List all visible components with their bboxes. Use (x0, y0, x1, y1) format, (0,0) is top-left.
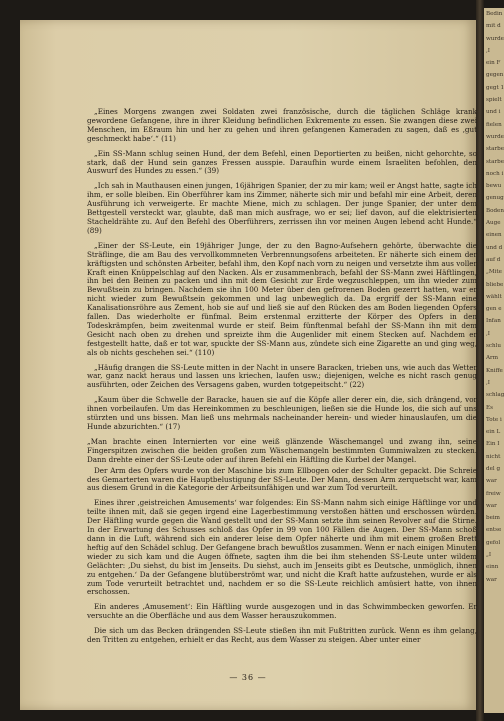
next-page-fragment: Es (486, 404, 493, 411)
next-page-fragment: „I (486, 552, 492, 559)
next-page-fragment: Tote i (486, 416, 502, 423)
next-page-fragment: gen e (486, 306, 502, 313)
next-page-fragment: genug (486, 195, 504, 202)
next-page-fragment: bliebe (486, 281, 504, 288)
next-page-fragment: starbe (486, 158, 504, 165)
next-page-fragment: und d (486, 244, 503, 251)
next-page-fragment: gegen (486, 72, 504, 79)
next-page-fragment: war (486, 478, 497, 485)
page-number: — 36 — (229, 673, 267, 682)
paragraph: „Kaum über die Schwelle der Baracke, hauen sie auf die Köpfe aller derer ein, die, sich drängend, vor ihnen vorbeilaufen. Um das Hereinkommen zu beschleunigen, ließen sie die Hunde los, die sich auf uns stürzten und uns bissen. Man ließ uns mehrmals nacheinander herein- und wieder hinauslaufen, um die Hunde abzurichten.“ (17) (87, 395, 477, 431)
next-page-fragment: wählt (486, 293, 502, 300)
next-page-fragment: del g (486, 465, 501, 472)
next-page-fragment: freiw (486, 490, 501, 497)
next-page-fragment: ,I (486, 379, 490, 386)
next-page-fragment: Bedin (486, 11, 503, 17)
paragraph: „Man brachte einen Internierten vor eine weiß glänzende Wäschemangel und zwang ihn, seine Fingerspitzen zwischen die beiden großen zum Wäschemangeln bestimmten Gummiwalzen zu stecken. Dann drehte einer der SS-Leute oder auf ihren Befehl ein Häftling die Kurbel der Mangel. (87, 436, 477, 464)
next-page-fragment: gegt 1 (486, 84, 504, 91)
next-page-fragment: Kniffe (486, 367, 503, 374)
next-page-fragment: noch i (486, 170, 504, 177)
next-page-fragment: Infan (486, 318, 501, 325)
next-page-fragment: und i (486, 109, 501, 116)
next-page-fragment: schlag (486, 392, 504, 399)
next-page-fragment: Auge (486, 220, 501, 227)
next-page-fragment: Arm (486, 355, 499, 362)
next-page-fragment: mit d (486, 23, 501, 30)
page-body-text (87, 108, 477, 651)
next-page-fragment: gefol (486, 539, 501, 546)
next-page-fragment: Boden (486, 207, 504, 214)
paragraph: „Häufig drangen die SS-Leute mitten in der Nacht in unsere Baracken, trieben uns, wie auch das Wetter war, ganz nackt heraus und lassen uns kriechen, laufen usw.; diejenigen, welche es nicht rasch genug ausführten, oder Zeichen des Versagens gaben, wurden totgepeitscht.“ (22) (87, 362, 477, 390)
next-page-fragment: wurde (486, 35, 504, 42)
paragraph: „Einer der SS-Leute, ein 19jähriger Junge, der zu den Bagno-Aufsehern gehörte, überwachte die Sträflinge, die am Bau des vervollkommneten Verbrennungsofens arbeiteten. Er näherte sich einem der kräftigsten und schönsten Arbeiter, befahl ihm, den Kopf nach vorn zu neigen und versetzte ihm aus voller Kraft einen Knüppelschlag auf den Nacken. Als er zusammenbrach, befahl der SS-Mann zwei Häftlingen, ihn bei den Beinen zu packen und ihn mit dem Gesicht zur Erde wegzuschleppen, um ihn wieder zum Bewußtsein zu bringen. Nachdem sie ihn 100 Meter über den gefrorenen Boden gezerrt hatten, war er nicht wieder zum Bewußtsein gekommen und lag unbeweglich da. Da ergriff der SS-Mann eine Kanalisationsröhre aus Zement, hob sie auf und ließ sie auf den Rücken des am Boden liegenden Opfers fallen. Das wiederholte er fünfmal. Beim erstenmal erzitterte der Körper des Opfers in den Todeskrämpfen, beim zweitenmal wurde er steif. Beim fünftenmal befahl der SS-Mann ihn mit dem Gesicht nach oben zu drehen und spreizte ihm die Augenlider mit einem Stecken auf. Nachdem er festgestellt hatte, daß er tot war, spuckte der SS-Mann aus, zündete sich eine Zigarette an und ging weg, als ob nichts geschehen sei.“ (110) (87, 240, 477, 357)
paragraph: „Eines Morgens zwangen zwei Soldaten zwei französische, durch die täglichen Schläge krank gewordene Gefangene, ihre in ihrer Kleidung befindlichen Exkremente zu essen. Sie zwangen diese zwei Menschen, im Eßraum hin und her zu gehen und ihren gefangenen Kameraden zu sagen, daß es ‚gut geschmeckt habe‘.“ (11) (87, 107, 477, 143)
book-spine (476, 0, 484, 721)
next-page-fragment: nicht (486, 453, 501, 460)
next-page-fragment: einn (486, 564, 499, 571)
next-page-fragment: auf d (486, 256, 501, 263)
next-page-fragment: Ein I (486, 441, 500, 448)
next-page-fragment: starbe (486, 146, 504, 153)
next-page-fragment: beim (486, 515, 500, 522)
next-page-fragment: ein L (486, 429, 501, 436)
next-page-fragment: ,I (486, 47, 490, 54)
paragraph: Der Arm des Opfers wurde von der Maschine bis zum Ellbogen oder der Schulter gepackt. Die Schreie des Gemarterten waren die Hauptbelustigung der SS-Leute. Der Mann, dessen Arm zerquetscht war, kam aus diesem Grund in die Kategorie der Arbeitsunfähigen und war zum Tod verurteilt. (87, 465, 477, 493)
next-page-fragment: bewu (486, 183, 502, 190)
next-page-fragment: wurde (486, 133, 504, 140)
next-page-fragment: fielen (486, 121, 502, 128)
paragraph: Ein anderes ‚Amusement‘: Ein Häftling wurde ausgezogen und in das Schwimmbecken geworfen. Er versuchte an die Oberfläche und aus dem Wasser herauszukommen. (87, 602, 477, 621)
next-page-fragment: „Mite (486, 269, 502, 276)
paragraph: „Ein SS-Mann schlug seinen Hund, der dem Befehl, einen Deportierten zu beißen, nicht gehorchte, so stark, daß der Hund sein ganzes Fressen ausspie. Daraufhin wurde einem Israeliten befohlen, den Auswurf des Hundes zu essen.“ (39) (87, 148, 477, 176)
next-page-fragment: spielt (486, 97, 502, 104)
paragraph: „Ich sah in Mauthausen einen jungen, 16jährigen Spanier, der zu mir kam; weil er Angst hatte, sagte ich ihm, er solle bleiben. Ein Oberführer kam ins Zimmer, näherte sich mir und befahl mir eine Arbeit, deren Ausführung ich verweigerte. Er machte Miene, mich zu schlagen. Der junge Spanier, der unter dem Bettgestell versteckt war, glaubte, daß man mich ausfrage, wo er sei; lief davon, auf die elektrisierten Stacheldrähte zu. Auf den Befehl des Oberführers, zerrissen ihn vor meinen Augen lebend acht Hunde.“ (89) (87, 181, 477, 235)
next-page-fragment: einen (486, 232, 502, 239)
next-page-fragment: war (486, 502, 497, 509)
next-page-fragment: schlu (486, 343, 501, 350)
book-page (20, 20, 476, 710)
next-page-fragment: ein F (486, 60, 501, 67)
next-page-fragment: entse (486, 527, 502, 534)
paragraph: Eines ihrer ‚geistreichen Amusements‘ war folgendes: Ein SS-Mann nahm sich einige Häftlinge vor und teilte ihnen mit, daß sie gegen irgend eine Lagerbestimmung verstoßen hätten und erschossen würden. Der Häftling wurde gegen die Wand gestellt und der SS-Mann setzte ihm seinen Revolver auf die Stirne. In der Erwartung des Schusses schloß das Opfer in 99 von 100 Fällen die Augen. Der SS-Mann schoß dann in die Luft, während sich ein anderer leise dem Opfer näherte und ihm mit einem großen Brett heftig auf den Schädel schlug. Der Gefangene brach bewußtlos zusammen. Wenn er nach einigen Minuten wieder zu sich kam und die Augen öffnete, sagten ihm die bei ihm stehenden SS-Leute unter wildem Gelächter: ‚Du siehst, du bist im Jenseits. Du siehst, auch im Jenseits gibt es Deutsche, unmöglich, ihnen zu entgehen.‘ Da der Gefangene blutüberströmt war, und nicht die Kraft hatte aufzustehen, wurde er als zum Tode verurteilt betrachtet und, nachdem er so die SS-Leute reichlich amüsiert hatte, von ihnen erschossen. (87, 498, 477, 597)
next-page-fragment: ,I (486, 330, 490, 337)
adjacent-page-edge (484, 8, 504, 713)
paragraph: Die sich um das Becken drängenden SS-Leute stießen ihn mit Fußtritten zurück. Wenn es ihm gelang, den Tritten zu entgehen, erhielt er das Recht, aus dem Wasser zu steigen. Aber unter einer (87, 626, 477, 645)
next-page-fragment: war (486, 576, 497, 583)
